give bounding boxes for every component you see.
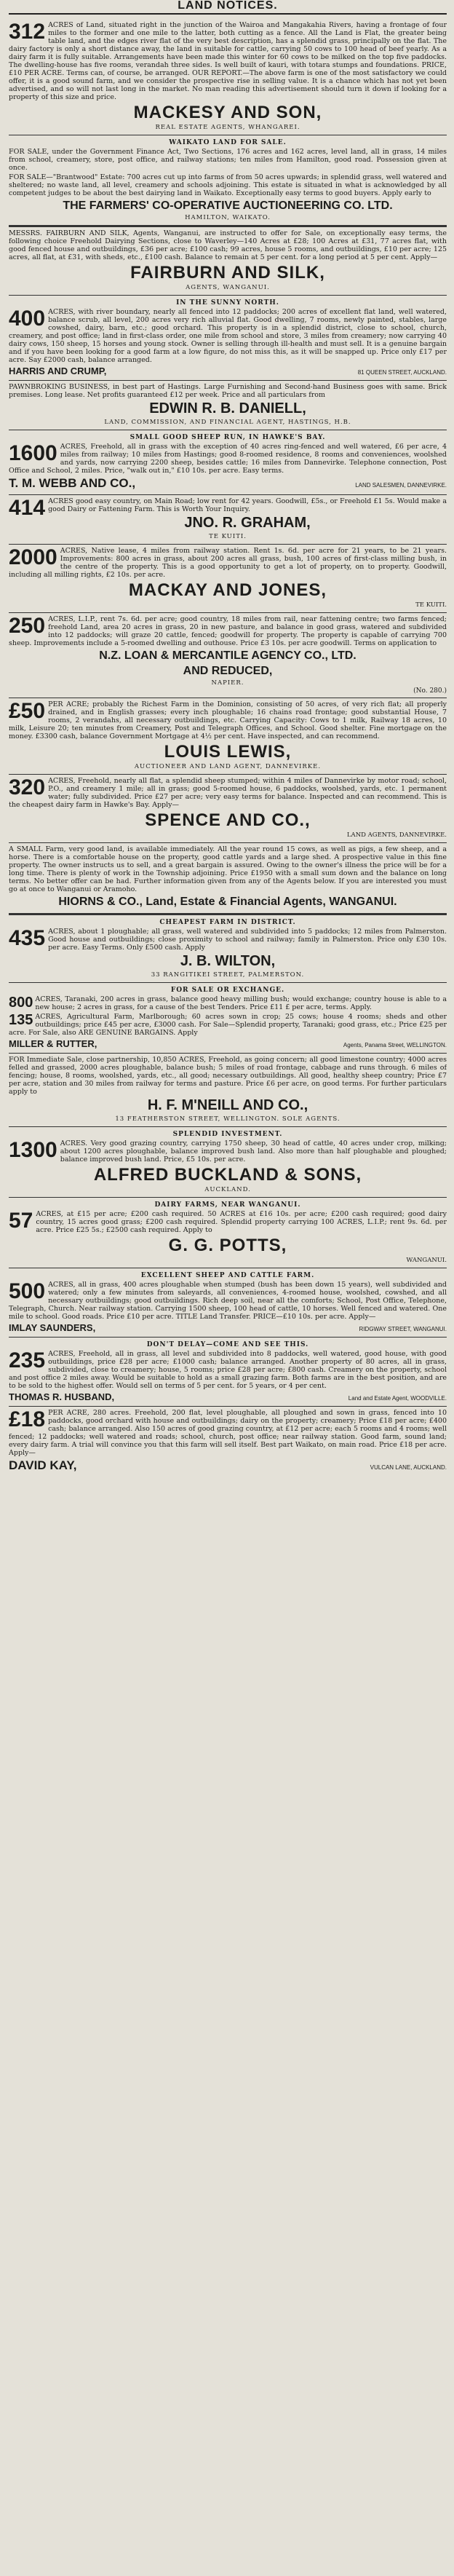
- ad-nz-loan: [9, 613, 447, 698]
- ad-firm-sub: LAND AGENTS, DANNEVIRKE.: [346, 831, 447, 839]
- ad-fairburn: [9, 227, 447, 296]
- ad-firm-name: THE FARMERS' CO-OPERATIVE AUCTIONEERING CO. LTD.: [63, 199, 393, 212]
- ad-lead-number: 435: [9, 926, 46, 950]
- ad-mackesy: [9, 19, 447, 135]
- ad-signature-row: [9, 1391, 447, 1402]
- ad-lead-number: 312: [9, 20, 46, 44]
- ad-firm-sub: 33 RANGITIKEI STREET, PALMERSTON.: [151, 971, 305, 979]
- ad-section-heading: SPLENDID INVESTMENT.: [172, 1131, 283, 1138]
- ad-firm-sub: LAND, COMMISSION, AND FINANCIAL AGENT, HASTINGS, H.B.: [104, 419, 351, 426]
- ad-text: ACRES, Freehold, nearly all flat, a splendid sheep stumped; within 4 miles of Dannevirke by motor road; school, P.O., and creamery 1 mile; all in grass; good 5-roomed house, 6 paddocks, woolshed, yards, etc. 1 permanent water; fully subdivided. Price £27 per acre; very easy terms for balance. Inspected and can recommend. This is the cheapest dairy farm in Hawke's Bay. Apply—: [9, 777, 447, 809]
- ad-text: ACRES, Native lease, 4 miles from railway station. Rent 1s. 6d. per acre for 21 years, to be 21 years. Improvements: 800 acres in grass, about 200 acres all grass, bush, 100 acres of first-class milling bush, in the centre of the property. This is a good opportunity to get a lot of property, on to property. Goodwill, including all milling rights, £2 10s. per acre.: [9, 547, 447, 579]
- ad-imlay-saunders: [9, 1268, 447, 1338]
- ad-daniell: [9, 381, 447, 430]
- ad-webb: [9, 430, 447, 495]
- ad-firm-name: H. F. M'NEILL AND CO.,: [147, 1097, 308, 1113]
- ad-lead-number: 2000: [9, 545, 57, 569]
- ad-firm-sub: AGENTS, WANGANUI.: [186, 284, 270, 291]
- ad-text: ACRES, Taranaki, 200 acres in grass, balance good heavy milling bush; would exchange; country house is able to a new house; 2 acres in grass, for a cause of the best Tenders. Price £11 £ per acre, terms. Apply.: [35, 995, 447, 1011]
- ad-signature-row: [9, 476, 447, 491]
- ad-firm-address: LAND SALESMEN, DANNEVIRKE.: [355, 482, 447, 489]
- ad-lead-number: 235: [9, 1348, 46, 1372]
- ad-firm-sub: HAMILTON, WAIKATO.: [185, 214, 271, 221]
- ad-signature-row: [9, 1458, 447, 1473]
- ad-signature-row: [9, 1038, 447, 1049]
- ad-text: MESSRS. FAIRBURN AND SILK, Agents, Wanganui, are instructed to offer for Sale, on exceptionally easy terms, the following choice Freehold Dairying Sections, close to Waverley—140 Acres at £28; 100 Acres at £31, 77 acres flat, with good fenced house and outbuildings, £36 per acre; £100 cash; 99 acres, house 5 rooms, and outbuildings, £10 per acre; 125 acres, all flat, at £31, with sheds, etc., £100 cash. Balance to remain at 5 per cent. for a long period at 5 per cent. Apply—: [9, 229, 447, 261]
- ad-firm-name: HARRIS AND CRUMP,: [9, 366, 107, 376]
- ad-firm-sub: TE KUITI.: [209, 533, 247, 540]
- ad-lead-number: 414: [9, 496, 46, 520]
- ad-lead-number: 135: [9, 1012, 33, 1028]
- ad-louis-lewis: [9, 698, 447, 775]
- ad-lead-number: 800: [9, 995, 33, 1011]
- ad-text: ACRES, about 1 ploughable; all grass, well watered and subdivided into 5 paddocks; 12 miles from Palmerston. Good house and outbuildings; close proximity to school and railway; family in Palmerston. Price only £30 10s. per acre. Easy Terms. Only £500 cash. Apply: [48, 928, 447, 952]
- ad-firm-address: Land and Estate Agent, WOODVILLE.: [348, 1395, 447, 1402]
- ad-lead-number: 57: [9, 1209, 33, 1233]
- ad-firm-name: THOMAS R. HUSBAND,: [9, 1391, 115, 1402]
- ad-body: [9, 1409, 447, 1457]
- ad-firm-address: Agents, Panama Street, WELLINGTON.: [343, 1042, 447, 1048]
- page-header: LAND NOTICES.: [9, 0, 447, 15]
- ad-lead-number: £18: [9, 1407, 46, 1431]
- ad-section-heading: IN THE SUNNY NORTH.: [176, 299, 279, 307]
- ad-text: PER ACRE, 280 acres. Freehold, 200 flat, level ploughable, all ploughed and sown in grass, fenced into 10 paddocks, good orchard with house and outbuildings; dairy on the property; creamery; Price £18 per acre; £400 cash; balance arranged. Also 150 acres of good grazing country, at £12 per acre; each 5 rooms and 4 rooms; well fenced; 12 paddocks; well watered and roads; school, church, post office; near railway station. Good farm, sound land; every dairy farm. A trial will convince you that this farm will sell itself. Best part Waikato, on main road. Price £18 per acre. Apply—: [9, 1409, 447, 1457]
- ad-body: [9, 496, 447, 520]
- ad-text: ACRES good easy country, on Main Road; low rent for 42 years. Goodwill, £5s., or Freehold £1 5s. Would make a good Dairy or Fattening Farm. This is Worth Your Inquiry.: [48, 497, 447, 513]
- ad-firm-sub: 13 FEATHERSTON STREET, WELLINGTON. SOLE AGENTS.: [115, 1115, 340, 1123]
- ad-text: ACRES. Very good grazing country, carrying 1750 sheep, 30 head of cattle, 40 acres under crop, milking; about 1200 acres ploughable, balance improved bush land. Also more than half ploughable and ploughed; balance improved bush land. Price, £5 10s. per acre.: [60, 1139, 447, 1163]
- ad-lead-number: 1300: [9, 1138, 57, 1162]
- ad-lead-number: 1600: [9, 441, 57, 465]
- ad-body: [9, 1210, 447, 1234]
- ad-firm-sub: AUCKLAND.: [204, 1186, 251, 1193]
- ad-lead-number: £50: [9, 699, 46, 723]
- ad-mackay-jones: [9, 545, 447, 613]
- ad-potts: [9, 1198, 447, 1268]
- ad-lead-number: 320: [9, 775, 46, 799]
- ad-text: PAWNBROKING BUSINESS, in best part of Hastings. Large Furnishing and Second-hand Business goes with same. Brick premises. Long lease. Net profits guaranteed £12 per week. Price and all particulars from: [9, 383, 447, 399]
- ad-firm-name: J. B. WILTON,: [180, 953, 276, 969]
- ad-body: [9, 547, 447, 579]
- ad-text: ACRES, L.I.P., rent 7s. 6d. per acre; good country, 18 miles from rail, near fattening centre; two farms fenced; freehold Land, area 20 acres in grass, 20 in new pasture, and balance in good grass, watered and subdivided into 12 paddocks; will graze 20 cattle, fenced; goodwill for property. The property is capable of carrying 700 sheep. Improvements include a 5-roomed dwelling and outhouse. Price £3 10s. per acre goodwill. Terms on application to: [9, 615, 447, 647]
- ad-body: [9, 615, 447, 647]
- ad-text: PER ACRE; probably the Richest Farm in the Dominion, consisting of 50 acres, of very rich flat; all properly drained, and in English grasses; every inch ploughable; 16 chains road frontage; good substantial House, 7 rooms, 2 verandahs, all necessary outbuildings, etc. Carrying Capacity: Cows to 1 milk, Railway 18 acres, 10 milk, Leisure 20; ten minutes from Creamery, Post and Telegraph Offices, and School. Good shelter. Fine mortgage on the money. £3300 cash, balance Government Mortgage at 4½ per cent. Have inspected, and can recommend.: [9, 700, 447, 740]
- ad-firm-name: SPENCE AND CO.,: [145, 810, 311, 830]
- ad-body: [9, 308, 447, 364]
- ad-section-heading: CHEAPEST FARM IN DISTRICT.: [159, 919, 296, 926]
- ad-body: [9, 1350, 447, 1390]
- ad-section-heading: SMALL GOOD SHEEP RUN, IN HAWKE'S BAY.: [130, 434, 326, 441]
- ad-body: [9, 1013, 447, 1037]
- ad-reference: (No. 280.): [413, 687, 447, 695]
- ad-harris-crump: [9, 296, 447, 381]
- ad-firm-name: MILLER & RUTTER,: [9, 1038, 97, 1049]
- ad-hiorns: [9, 843, 447, 915]
- ad-firm-name: MACKAY AND JONES,: [128, 580, 327, 600]
- ad-miller-rutter: [9, 983, 447, 1054]
- ad-body: [9, 1281, 447, 1321]
- ad-text: FOR Immediate Sale, close partnership, 10,850 ACRES, Freehold, as going concern; all good limestone country; 4000 acres felled and grassed, 2000 acres ploughable, balance bush; 5 miles of road frontage, cabbage and runs through. 6 miles of fencing; house, 8 rooms, woolshed, yards, etc., all good; necessary outbuildings. All good, healthy sheep country; Price £7 per acre, station and 30 miles from railway for terms and pasture. Price £6 per acre, on good terms. For further particulars apply to: [9, 1056, 447, 1096]
- ad-firm-sub: NAPIER.: [211, 679, 244, 687]
- ad-lead-number: 400: [9, 307, 46, 331]
- ad-firm-name: EDWIN R. B. DANIELL,: [149, 400, 306, 416]
- ad-section-heading: DON'T DELAY—COME AND SEE THIS.: [146, 1341, 309, 1348]
- ad-text: ACRES, with river boundary, nearly all fenced into 12 paddocks; 200 acres of excellent flat land, well watered, balance scrub, all level, 200 acres very rich alluvial flat. Good dwelling, 7 rooms, newly painted, stables, large cowshed, dairy, barn, etc.; good orchard. This property is in a splendid district, close to school, church, creamery, and post office; land in first-class order, one mile from school and store, 3 miles from creamery; now carrying 40 dairy cows, 150 sheep, 15 horses and young stock. Owner is selling through ill-health and must sell. It is a genuine bargain and if you have been looking for a good farm at a low figure, do not miss this, as it will be snapped up. Price only £17 per acre. Say £2000 cash, balance arranged.: [9, 308, 447, 364]
- ad-section-heading: WAIKATO LAND FOR SALE.: [169, 139, 287, 146]
- ad-signature-row: [9, 1322, 447, 1333]
- ad-firm-name: T. M. WEBB AND CO.,: [9, 476, 136, 490]
- ad-firm-address: 81 QUEEN STREET, AUCKLAND.: [357, 369, 447, 376]
- ad-section-heading: DAIRY FARMS, NEAR WANGANUI.: [154, 1201, 301, 1209]
- ad-firm-name: MACKESY AND SON,: [133, 103, 322, 122]
- ad-text: ACRES, Agricultural Farm, Marlborough; 60 acres sown in crop; 25 cows; house 4 rooms; sheds and other outbuildings; price £45 per acre, £3000 cash. For Sale—Splendid property, Taranaki; good grass, etc.; Price £25 per acre. For Sale, also ARE GENUINE BARGAINS. Apply: [9, 1013, 447, 1037]
- ad-body: [9, 995, 447, 1011]
- ad-text: ACRES, at £15 per acre; £200 cash required. 50 ACRES at £16 10s. per acre; £200 cash required; good dairy country, 15 acres good grass; £200 cash required. Splendid property carrying 100 ACRES, L.I.P.; rent 9s. 6d. per acre. Price £25 5s.; £2500 cash required. Apply to: [36, 1210, 447, 1234]
- ad-text: FOR SALE—"Brantwood" Estate: 700 acres cut up into farms of from 50 acres upwards; in splendid grass, well watered and sheltered; no waste land, all level, creamery and schools adjoining. This estate is situated in what is acknowledged by all competent judges to be about the best dairying land in Waikato. Exceptionally easy terms to good buyers. Apply early to: [9, 173, 447, 197]
- ad-text: ACRES, all in grass, 400 acres ploughable when stumped (bush has been down 15 years), well subdivided and watered; only a few minutes from saleyards, all conveniences, 4-roomed house, woolshed, cowshed, and all necessary outbuildings; good outbuildings. Rich deep soil, near all the comforts; School, Post Office, Telephone, Telegraph, Church. Near railway station. Carrying 1500 sheep, 100 head of cattle, 10 horses. Well fenced and watered. One mile to school. Good roads. Price £10 per acre. TITLE Land Transfer. PRICE—£10 10s. per acre. Apply—: [9, 1281, 447, 1321]
- ad-firm-name: JNO. R. GRAHAM,: [184, 515, 311, 531]
- ad-firm-name-line2: AND REDUCED,: [183, 665, 273, 677]
- ad-firm-name: IMLAY SAUNDERS,: [9, 1322, 96, 1333]
- ad-spence: [9, 775, 447, 843]
- ad-body: [9, 928, 447, 952]
- ad-body: [9, 700, 447, 740]
- ad-lead-number: 500: [9, 1279, 46, 1303]
- ad-graham: [9, 495, 447, 545]
- ad-firm-sub: REAL ESTATE AGENTS, WHANGAREI.: [155, 124, 300, 131]
- ad-farmers-coop: [9, 135, 447, 227]
- ad-text: ACRES of Land, situated right in the junction of the Wairoa and Mangakahia Rivers, having a frontage of four miles to the former and one mile to the latter, both cutting as a fence. All the Land is Flat, the greater being table land, and the edges river flat of the very best description, has a splendid grass, principally on the flat. The dairy factory is only a short distance away, the land in suitable for cattle, carrying 50 cows to 100 head of beef yearly. As a dairy farm it is fully suitable. Arrangements have been made this winter for 60 cows to be milked on the top five paddocks. The dwelling-house has five rooms, verandah three sides. Is well built of kauri, with totara stumps and foundations. PRICE, £10 PER ACRE. Terms can, of course, be arranged. OUR REPORT.—The above farm is one of the most satisfactory we could offer, it is a good sound farm, and we consider the prospective rise in selling value. It is a chance which has not yet been advertised, and so will not last long in the market. No man reading this advertisement should turn it down if looking for a property of this size and price.: [9, 21, 447, 101]
- ad-david-kay: [9, 1407, 447, 1477]
- ad-wilton: [9, 915, 447, 983]
- ad-signature-row: [9, 366, 447, 376]
- ad-firm-sub: TE KUITI.: [415, 601, 447, 609]
- ad-text: ACRES, Freehold, all in grass with the exception of 40 acres ring-fenced and well watered, £6 per acre, 4 miles from railway; 10 miles from Hastings; good 8-roomed residence, 8 rooms and conveniences, woolshed and yards, now carrying 2200 sheep, besides cattle; 16 miles from Dannevirke. Telephone connection, Post Office and School, 2 miles. Price, "walk out in," £10 10s. per acre. Easy terms.: [9, 443, 447, 475]
- ad-text: FOR SALE, under the Government Finance Act, Two Sections, 176 acres and 162 acres, level land, all in grass, 14 miles from school, creamery, store, post office, and railway stations; ten miles from Hamilton, good road. Possession given at once.: [9, 148, 447, 172]
- ad-body: [9, 443, 447, 475]
- ad-firm-name: LOUIS LEWIS,: [164, 742, 292, 762]
- ad-firm-address: RIDGWAY STREET, WANGANUI.: [359, 1326, 447, 1332]
- ad-mcneill: [9, 1054, 447, 1127]
- ad-buckland: [9, 1127, 447, 1198]
- ad-firm-name: N.Z. LOAN & MERCANTILE AGENCY CO., LTD.: [99, 649, 357, 662]
- ad-section-heading: EXCELLENT SHEEP AND CATTLE FARM.: [140, 1272, 315, 1279]
- ad-firm-name: G. G. POTTS,: [168, 1236, 287, 1255]
- ad-firm-address: VULCAN LANE, AUCKLAND.: [370, 1464, 447, 1471]
- ad-section-heading: FOR SALE OR EXCHANGE.: [170, 987, 285, 994]
- ad-firm-name: HIORNS & CO., Land, Estate & Financial Agents, WANGANUI.: [58, 896, 397, 908]
- ad-text: A SMALL Farm, very good land, is available immediately. All the year round 15 cows, as well as pigs, a few sheep, and a horse. There is a comfortable house on the property, good cattle yards and a large shed. A prospective value in this fine property. The owner instructs us to sell, and a great bargain is assured. Owing to the owner's illness the price will be for a long time. There is plenty of work in the Township adjoining. Price £1950 with a small sum down and the balance on long terms. No better offer can be had. Further information given from any of the Agents below. If you are interested you must go at once to Wanganui or Aramoho.: [9, 845, 447, 893]
- ad-firm-sub: WANGANUI.: [406, 1257, 447, 1264]
- ad-firm-name: DAVID KAY,: [9, 1458, 77, 1472]
- ad-firm-name: FAIRBURN AND SILK,: [130, 263, 325, 283]
- ad-body: [9, 21, 447, 101]
- ad-body: [9, 1139, 447, 1163]
- ad-husband: [9, 1338, 447, 1407]
- ad-text: ACRES, Freehold, all in grass, all level and subdivided into 8 paddocks, well watered, good house, with good outbuildings, price £28 per acre; £1000 cash; balance arranged. Another property of 80 acres, all in grass, subdivided, close to creamery; house, 5 rooms; price £28 per acre; £800 cash. Creamery on the property, school and post office 2 miles away. Would be suitable to hold as a small grazing farm. Both farms are in the best position, and are to be sold to the highest offer. Would sell on terms of 5 per cent. for 5 years, or 4 per cent.: [9, 1350, 447, 1390]
- ad-body: [9, 777, 447, 809]
- ad-firm-name: ALFRED BUCKLAND & SONS,: [93, 1165, 362, 1185]
- ad-firm-sub: AUCTIONEER AND LAND AGENT, DANNEVIRKE.: [134, 763, 322, 770]
- ad-lead-number: 250: [9, 614, 46, 638]
